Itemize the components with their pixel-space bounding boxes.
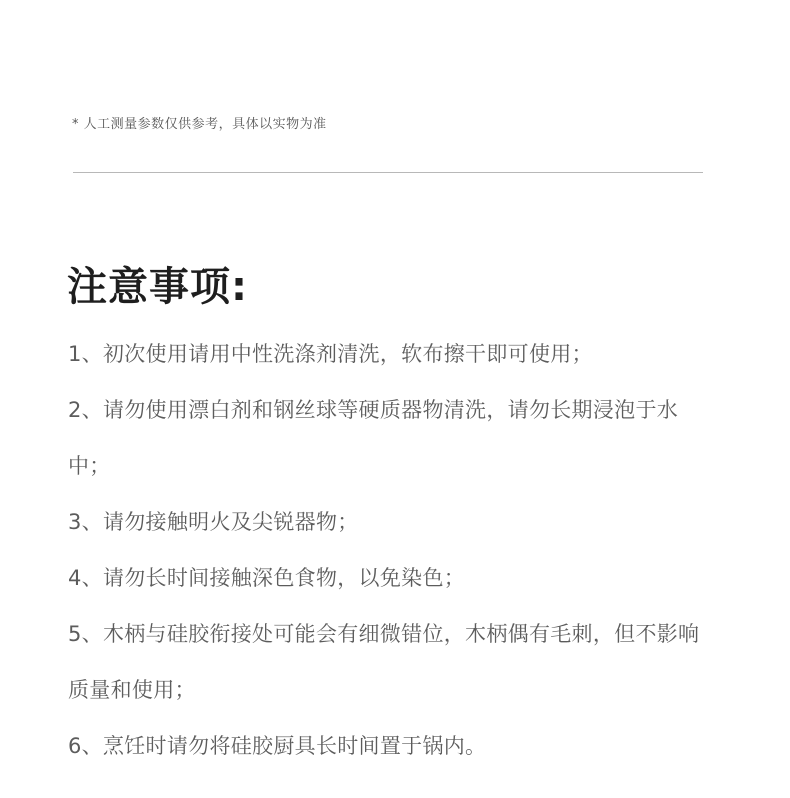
note-item: 5、木柄与硅胶衔接处可能会有细微错位，木柄偶有毛刺，但不影响质量和使用； xyxy=(68,622,700,702)
note-item: 2、请勿使用漂白剂和钢丝球等硬质器物清洗，请勿长期浸泡于水中； xyxy=(68,398,679,478)
note-item: 1、初次使用请用中性洗涤剂清洗，软布擦干即可使用； xyxy=(68,342,593,366)
measurement-disclaimer: * 人工测量参数仅供参考，具体以实物为准 xyxy=(72,117,327,132)
note-item: 6、烹饪时请勿将硅胶厨具长时间置于锅内。 xyxy=(68,734,487,758)
note-item: 4、请勿长时间接触深色食物，以免染色； xyxy=(68,566,466,590)
note-item: 3、请勿接触明火及尖锐器物； xyxy=(68,510,359,534)
notes-list xyxy=(68,326,718,774)
divider xyxy=(73,172,703,173)
notes-heading: 注意事项: xyxy=(67,264,248,310)
